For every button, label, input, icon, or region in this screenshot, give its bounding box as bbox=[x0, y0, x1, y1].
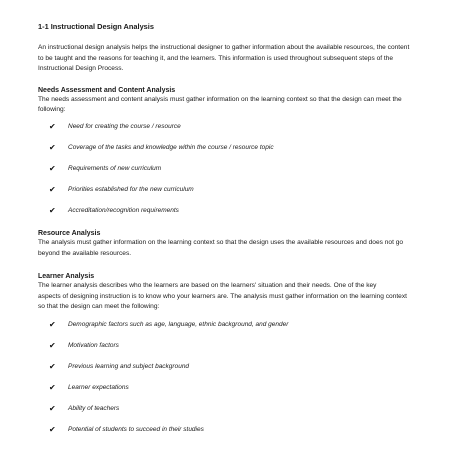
learner-heading: Learner Analysis bbox=[38, 273, 95, 281]
list-item-text: Coverage of the tasks and knowledge within the course / resource topic bbox=[68, 143, 274, 151]
intro-paragraph bbox=[38, 43, 448, 75]
list-item-text: Ability of teachers bbox=[68, 404, 120, 412]
list-item-text: Requirements of new curriculum bbox=[68, 164, 162, 172]
list-item bbox=[38, 206, 448, 215]
list-item-text: Learner expectations bbox=[68, 383, 129, 391]
list-item-text: Previous learning and subject background bbox=[68, 362, 190, 370]
check-icon: ✔ bbox=[49, 142, 56, 152]
needs-paragraph bbox=[38, 95, 448, 116]
needs-section bbox=[38, 86, 448, 215]
check-icon: ✔ bbox=[49, 403, 56, 413]
list-item bbox=[38, 164, 448, 173]
resource-line: beyond the available resources. bbox=[38, 249, 132, 257]
list-item bbox=[38, 122, 448, 131]
check-icon: ✔ bbox=[49, 163, 56, 173]
list-item bbox=[38, 425, 448, 434]
list-item-text: Potential of students to succeed in their studies bbox=[68, 425, 204, 433]
list-item-text: Motivation factors bbox=[68, 341, 119, 349]
learner-list bbox=[38, 320, 448, 434]
list-item-text: Priorities established for the new curriculum bbox=[68, 185, 194, 193]
list-item-text: Accreditation/recognition requirements bbox=[68, 206, 179, 214]
resource-line: The analysis must gather information on the learning context so that the design uses the available resources and does not go bbox=[38, 238, 404, 246]
learner-paragraph bbox=[38, 281, 448, 313]
document-title: 1-1 Instructional Design Analysis bbox=[38, 22, 154, 31]
needs-list bbox=[38, 122, 448, 215]
resource-paragraph bbox=[38, 238, 448, 259]
check-icon: ✔ bbox=[49, 184, 56, 194]
intro-line: An instructional design analysis helps the instructional designer to gather information about the available resources, the content bbox=[38, 44, 410, 51]
check-icon: ✔ bbox=[49, 424, 56, 434]
list-item bbox=[38, 383, 448, 392]
check-icon: ✔ bbox=[49, 340, 56, 350]
check-icon: ✔ bbox=[49, 319, 56, 329]
intro-line: Instructional Design Process. bbox=[38, 65, 124, 73]
resource-section bbox=[38, 229, 448, 259]
list-item-text: Demographic factors such as age, language, ethnic background, and gender bbox=[68, 320, 289, 328]
list-item bbox=[38, 404, 448, 413]
check-icon: ✔ bbox=[49, 121, 56, 131]
resource-heading: Resource Analysis bbox=[38, 229, 101, 237]
intro-line: to be taught and the reasons for teaching it, and the learners. This information is used throughout subsequent steps of the bbox=[38, 54, 394, 62]
list-item bbox=[38, 320, 448, 329]
list-item bbox=[38, 185, 448, 194]
list-item-text: Need for creating the course / resource bbox=[68, 122, 181, 130]
learner-section bbox=[38, 272, 448, 434]
list-item bbox=[38, 341, 448, 350]
needs-line: following: bbox=[38, 106, 66, 114]
list-item bbox=[38, 362, 448, 371]
document-page bbox=[38, 22, 448, 434]
needs-heading: Needs Assessment and Content Analysis bbox=[38, 86, 176, 94]
check-icon: ✔ bbox=[49, 382, 56, 392]
check-icon: ✔ bbox=[49, 361, 56, 371]
learner-line: aspects of designing instruction is to know who your learners are. The analysis must gather information on the learning context bbox=[38, 292, 407, 300]
learner-line: so that the design can meet the following: bbox=[38, 303, 160, 311]
needs-line: The needs assessment and content analysis must gather information on the learning context so that the design can meet the bbox=[38, 95, 402, 103]
list-item bbox=[38, 143, 448, 152]
learner-line: The learner analysis describes who the learners are based on the learners' situation and their needs. One of the key bbox=[38, 282, 377, 290]
check-icon: ✔ bbox=[49, 205, 56, 215]
